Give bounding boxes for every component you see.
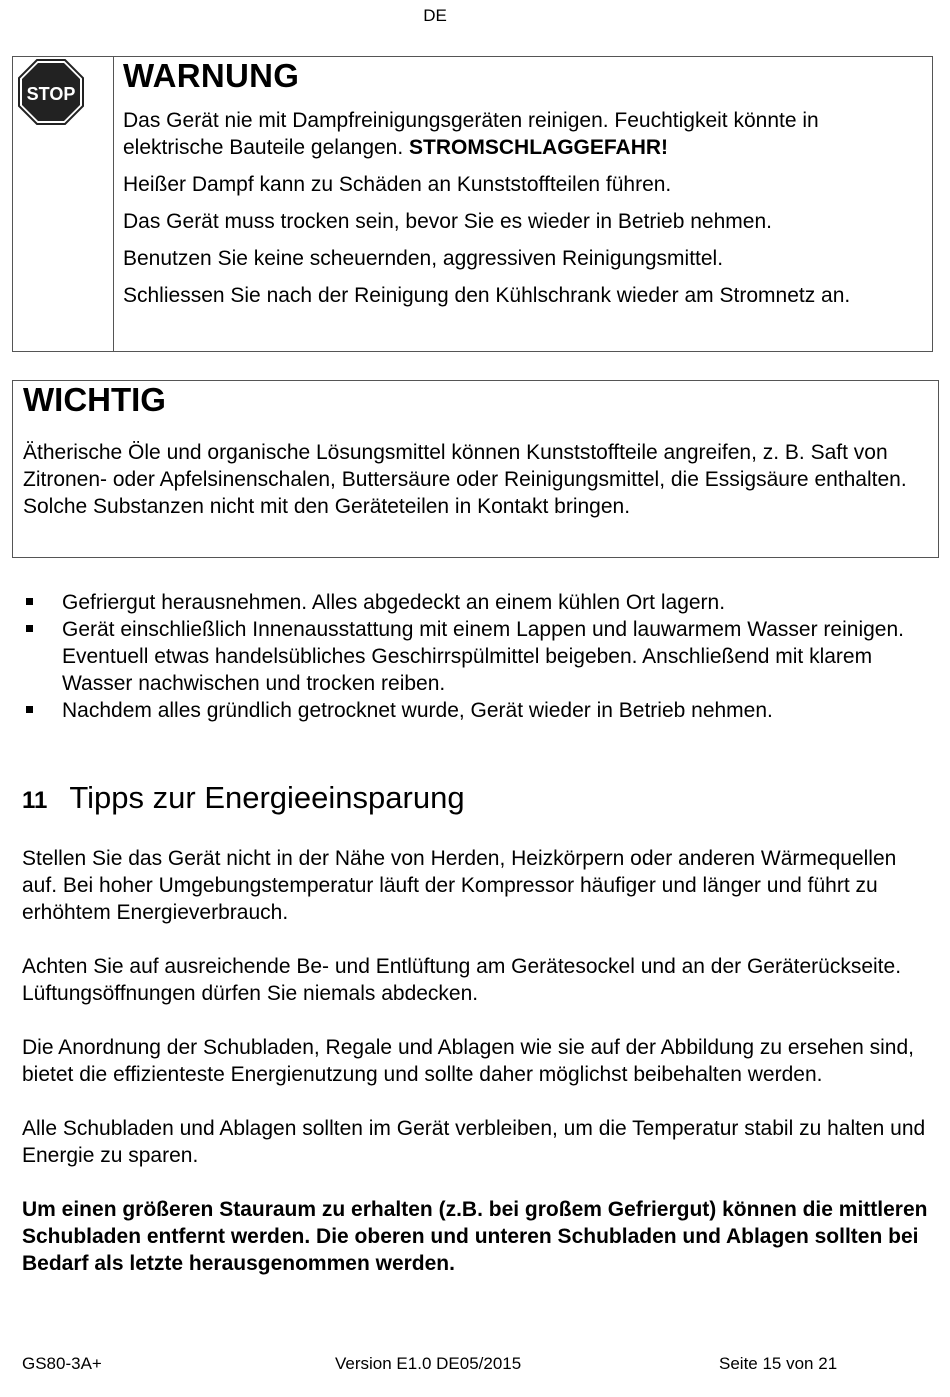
section-paragraph: Stellen Sie das Gerät nicht in der Nähe von Herden, Heizkörpern oder anderen Wärmequellen auf. Bei hoher Umgebungstemperatur läuft der Kompressor häufiger und länger und führt zu erhöhtem Energieverbrauch. — [22, 847, 897, 924]
list-item: Nachdem alles gründlich getrocknet wurde, Gerät wieder in Betrieb nehmen. — [22, 697, 922, 724]
bullet-square-icon — [26, 625, 33, 632]
important-title: WICHTIG — [23, 381, 166, 418]
important-body: Ätherische Öle und organische Lösungsmittel können Kunststoffteile angreifen, z. B. Saft von Zitronen- oder Apfelsinenschalen, Buttersäure oder Reinigungsmittel, die Essigsäure enthalten. Solche Substanzen nicht mit den Geräteteilen in Kontakt bringen. — [23, 441, 907, 518]
warning-title: WARNUNG — [123, 57, 300, 94]
footer-model: GS80-3A+ — [22, 1354, 102, 1373]
section-heading — [22, 780, 465, 816]
list-item: Gefriergut herausnehmen. Alles abgedeckt an einem kühlen Ort lagern. — [22, 589, 922, 616]
stop-sign-icon — [18, 59, 84, 125]
important-box — [12, 380, 939, 558]
warning-paragraph: Schliessen Sie nach der Reinigung den Kühlschrank wieder am Stromnetz an. — [123, 284, 851, 307]
list-item: Gerät einschließlich Innenausstattung mit einem Lappen und lauwarmem Wasser reinigen. Eventuell etwas handelsübliches Geschirrspülmittel beigeben. Anschließend mit klarem Wasser nachwischen und trocken reiben. — [22, 616, 922, 697]
footer-page-number: Seite 15 von 21 — [719, 1354, 838, 1373]
section-title: Tipps zur Energieeinsparung — [69, 780, 465, 815]
section-paragraph: Alle Schubladen und Ablagen sollten im Gerät verbleiben, um die Temperatur stabil zu halten und Energie zu sparen. — [22, 1117, 926, 1167]
cleaning-steps-list — [22, 589, 922, 724]
section-number: 11 — [22, 787, 48, 814]
warning-paragraph: Heißer Dampf kann zu Schäden an Kunststoffteilen führen. — [123, 173, 672, 196]
section-paragraph: Die Anordnung der Schubladen, Regale und Ablagen wie sie auf der Abbildung zu ersehen sind, bietet die effizienteste Energienutzung und sollte daher möglichst beibehalten werden. — [22, 1036, 914, 1086]
warning-paragraph: Das Gerät nie mit Dampfreinigungsgeräten reinigen. Feuchtigkeit könnte in elektrische Bauteile gelangen. STROMSCHLAGGEFAHR! — [123, 109, 819, 159]
warning-paragraph: Das Gerät muss trocken sein, bevor Sie es wieder in Betrieb nehmen. — [123, 210, 772, 233]
page-language-label: DE — [423, 6, 447, 25]
warning-box-divider — [113, 57, 114, 351]
footer-version: Version E1.0 DE05/2015 — [335, 1354, 522, 1373]
warning-body — [123, 107, 923, 319]
bullet-square-icon — [26, 598, 33, 605]
warning-emphasis: STROMSCHLAGGEFAHR! — [409, 136, 669, 159]
section-paragraph: Achten Sie auf ausreichende Be- und Entlüftung am Gerätesockel und an der Geräterückseite. Lüftungsöffnungen dürfen Sie niemals abdecken. — [22, 955, 902, 1005]
warning-box — [12, 56, 933, 352]
warning-paragraph: Benutzen Sie keine scheuernden, aggressiven Reinigungsmittel. — [123, 247, 724, 270]
section-paragraph-bold: Um einen größeren Stauraum zu erhalten (z.B. bei großem Gefriergut) können die mittleren Schubladen entfernt werden. Die oberen und unteren Schubladen und Ablagen sollten bei Bedarf als letzte herausgenommen werden. — [22, 1198, 928, 1275]
section-body — [22, 845, 932, 1304]
svg-text:STOP: STOP — [26, 84, 76, 104]
bullet-square-icon — [26, 706, 33, 713]
